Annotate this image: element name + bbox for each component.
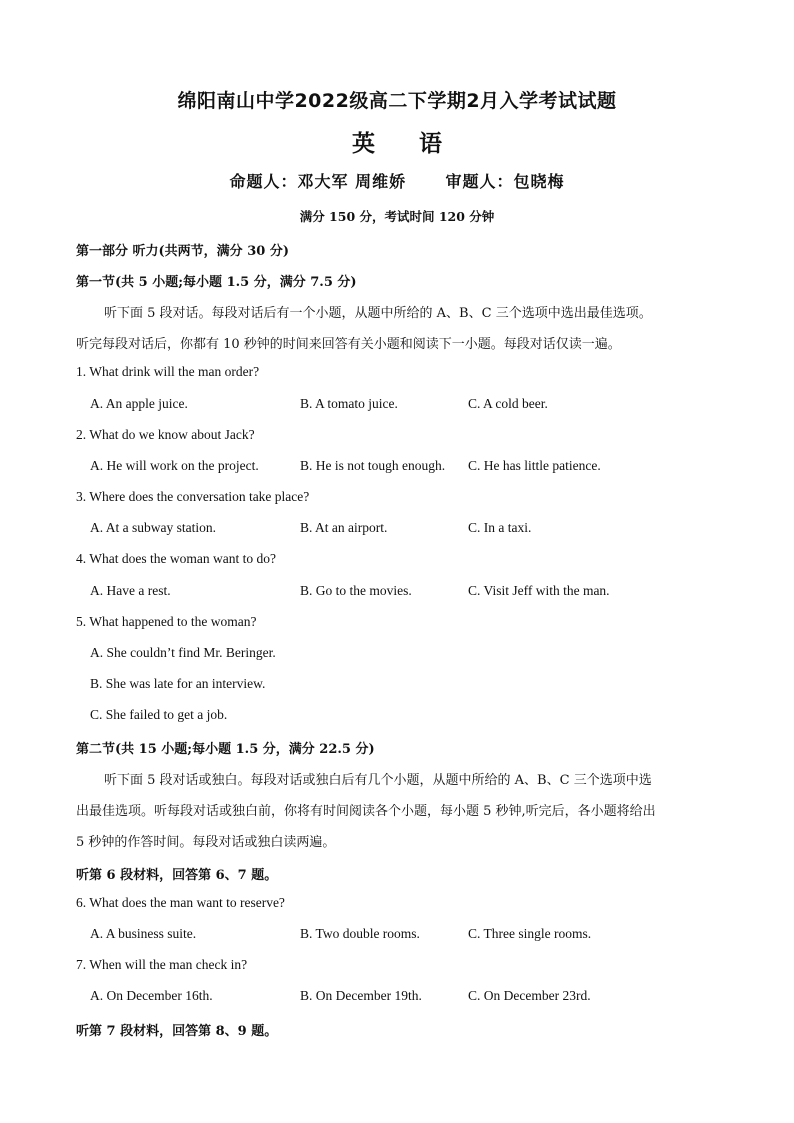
question-5-option-b: B. She was late for an interview. [90, 676, 266, 691]
question-3-stem: 3. Where does the conversation take place? [76, 489, 310, 504]
question-1-option-b: B. A tomato juice. [300, 396, 398, 411]
question-3-option-a: A. At a subway station. [90, 520, 216, 535]
question-1-option-a: A. An apple juice. [90, 396, 188, 411]
question-1-stem: 1. What drink will the man order? [76, 364, 260, 379]
authors-line: 命题人：邓大军 周维娇 审题人：包晓梅 [229, 172, 565, 191]
question-4-option-c: C. Visit Jeff with the man. [468, 583, 610, 598]
question-7-stem: 7. When will the man check in? [76, 957, 248, 972]
question-4-option-a: A. Have a rest. [90, 583, 171, 598]
part1-heading: 第一部分 听力(共两节，满分 30 分) [76, 244, 289, 259]
section1-instruction-2: 听完每段对话后，你都有 10 秒钟的时间来回答有关小题和阅读下一小题。每段对话仅读一遍。 [76, 337, 621, 352]
question-7-option-c: C. On December 23rd. [468, 988, 591, 1003]
question-7-option-a: A. On December 16th. [90, 988, 213, 1003]
question-7-option-b: B. On December 19th. [300, 988, 422, 1003]
material-6-heading: 听第 6 段材料，回答第 6、7 题。 [76, 868, 278, 883]
question-2-option-a: A. He will work on the project. [90, 458, 259, 473]
question-6-option-c: C. Three single rooms. [468, 926, 592, 941]
question-2-option-b: B. He is not tough enough. [300, 458, 446, 473]
score-info: 满分 150 分，考试时间 120 分钟 [299, 209, 495, 224]
subject-title: 英 语 [351, 131, 460, 157]
question-6-stem: 6. What does the man want to reserve? [76, 895, 285, 910]
question-2-stem: 2. What do we know about Jack? [76, 427, 255, 442]
section2-instruction-2: 出最佳选项。听每段对话或独白前，你将有时间阅读各个小题，每小题 5 秒钟,听完后，各小题将给出 [76, 804, 656, 819]
question-3-option-c: C. In a taxi. [468, 520, 532, 535]
question-6-option-b: B. Two double rooms. [300, 926, 420, 941]
question-4-stem: 4. What does the woman want to do? [76, 551, 276, 566]
section2-heading: 第二节(共 15 小题;每小题 1.5 分，满分 22.5 分) [76, 742, 375, 757]
section1-heading: 第一节(共 5 小题;每小题 1.5 分，满分 7.5 分) [76, 275, 357, 290]
section2-instruction-3: 5 秒钟的作答时间。每段对话或独白读两遍。 [76, 835, 336, 850]
question-5-option-a: A. She couldn’t find Mr. Beringer. [90, 645, 276, 660]
question-1-option-c: C. A cold beer. [468, 396, 548, 411]
question-3-option-b: B. At an airport. [300, 520, 388, 535]
question-2-option-c: C. He has little patience. [468, 458, 601, 473]
section1-instruction-1: 听下面 5 段对话。每段对话后有一个小题，从题中所给的 A、B、C 三个选项中选出最佳选项。 [104, 306, 652, 321]
question-5-option-c: C. She failed to get a job. [90, 707, 228, 722]
material-7-heading: 听第 7 段材料，回答第 8、9 题。 [76, 1024, 278, 1039]
exam-title: 绵阳南山中学2022级高二下学期2月入学考试试题 [177, 90, 617, 112]
question-4-option-b: B. Go to the movies. [300, 583, 412, 598]
section2-instruction-1: 听下面 5 段对话或独白。每段对话或独白后有几个小题，从题中所给的 A、B、C 三个选项中选 [104, 773, 652, 788]
question-6-option-a: A. A business suite. [90, 926, 197, 941]
question-5-stem: 5. What happened to the woman? [76, 614, 257, 629]
